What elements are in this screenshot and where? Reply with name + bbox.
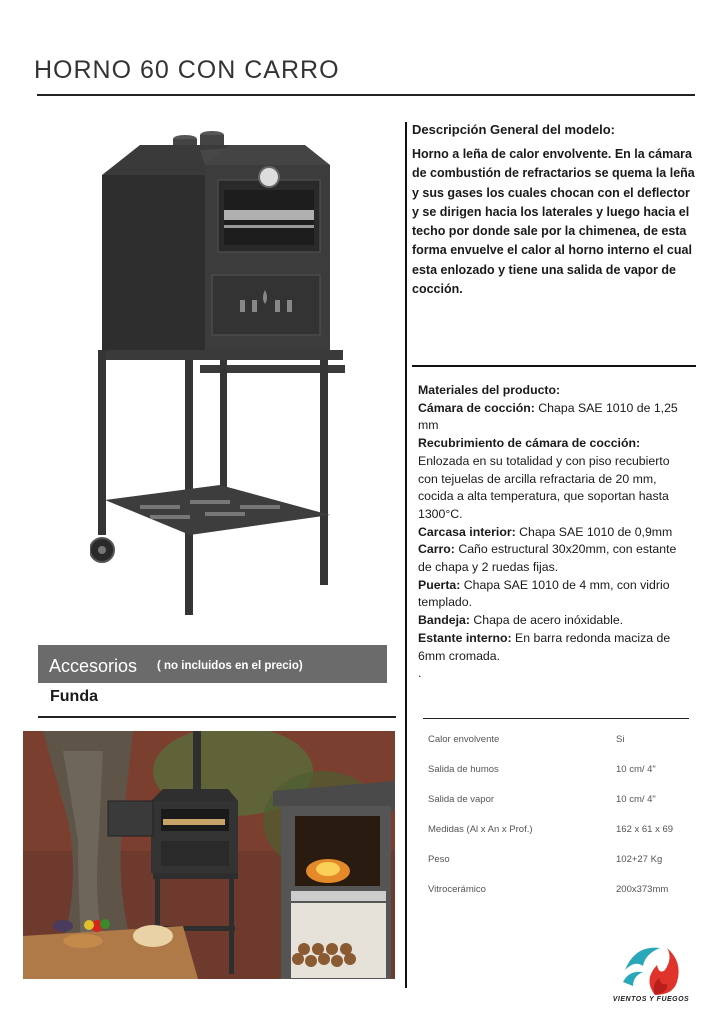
spec-value: 162 x 61 x 69: [616, 824, 674, 835]
spec-value: 200x373mm: [616, 884, 669, 895]
specs-table: [428, 728, 698, 908]
material-label: Bandeja:: [418, 613, 470, 628]
material-text: En barra redonda maciza de 6mm cromada.: [418, 630, 671, 663]
materials-trailing-dot: .: [418, 666, 422, 681]
spec-row: [428, 818, 698, 848]
material-item: [418, 524, 688, 542]
material-text: Caño estructural 30x20mm, con estante de chapa y 2 ruedas fijas.: [418, 542, 677, 575]
material-text: Enlozada en su totalidad y con piso recubierto con tejuelas de arcilla refractaria de 20 mm, cocida a alta temperatura, que soportan hasta 1300°C.: [418, 453, 670, 521]
spec-label: Calor envolvente: [428, 734, 500, 745]
material-label: Carcasa interior:: [418, 524, 516, 539]
accessory-item: Funda: [50, 688, 98, 705]
material-text: Chapa SAE 1010 de 4 mm, con vidrio templado.: [418, 577, 670, 610]
spec-row: [428, 758, 698, 788]
spec-row: [428, 878, 698, 908]
spec-row: [428, 848, 698, 878]
oven-product-image: [90, 125, 355, 620]
material-text: Chapa de acero inóxidable.: [469, 613, 624, 628]
spec-row: [428, 728, 698, 758]
material-label: Recubrimiento de cámara de cocción:: [418, 436, 641, 451]
description-body: Horno a leña de calor envolvente. En la cámara de combustión de refractarios se quema la leña y sus gases los cuales chocan con el deflector y se dirigen hacia los laterales y luego hacia el techo por donde sale por la chimenea, de esta forma envuelve el calor al horno interno el cual esta enlozado y tiene una salida de vapor de cocción.: [412, 147, 695, 297]
material-label: Cámara de cocción:: [418, 400, 535, 415]
material-label: Estante interno:: [418, 630, 512, 645]
specs-divider: [423, 718, 689, 719]
material-text: Chapa SAE 1010 de 1,25 mm: [418, 400, 678, 433]
material-item: [418, 612, 688, 630]
spec-value: Si: [616, 734, 625, 745]
materials-section: [418, 382, 688, 683]
material-item: [418, 435, 688, 524]
spec-label: Vitrocerámico: [428, 884, 486, 895]
material-item: [418, 400, 688, 435]
material-item: [418, 541, 688, 576]
materials-heading: Materiales del producto:: [418, 383, 561, 397]
spec-label: Medidas (Al x An x Prof.): [428, 824, 533, 835]
outdoor-oven-scene-image: [23, 731, 395, 979]
spec-label: Salida de humos: [428, 764, 499, 775]
accessories-title: Accesorios: [49, 656, 138, 676]
column-divider: [405, 122, 407, 988]
material-label: Carro:: [418, 542, 455, 557]
accessories-divider: [38, 716, 396, 718]
accessories-note: ( no incluidos en el precio): [157, 660, 303, 672]
spec-value: 10 cm/ 4": [616, 764, 656, 775]
spec-label: Salida de vapor: [428, 794, 495, 805]
spec-value: 102+27 Kg: [616, 854, 663, 865]
material-label: Puerta:: [418, 577, 461, 592]
page-title: HORNO 60 CON CARRO: [34, 56, 340, 84]
material-item: [418, 630, 688, 665]
spec-label: Peso: [428, 854, 450, 865]
description-divider: [412, 365, 696, 367]
spec-row: [428, 788, 698, 818]
title-divider: [37, 94, 695, 96]
material-item: [418, 577, 688, 612]
material-text: Chapa SAE 1010 de 0,9mm: [515, 524, 673, 539]
spec-value: 10 cm/ 4": [616, 794, 656, 805]
brand-logo-text: VIENTOS Y FUEGOS: [612, 996, 690, 1003]
description-heading: Descripción General del modelo:: [412, 122, 615, 137]
